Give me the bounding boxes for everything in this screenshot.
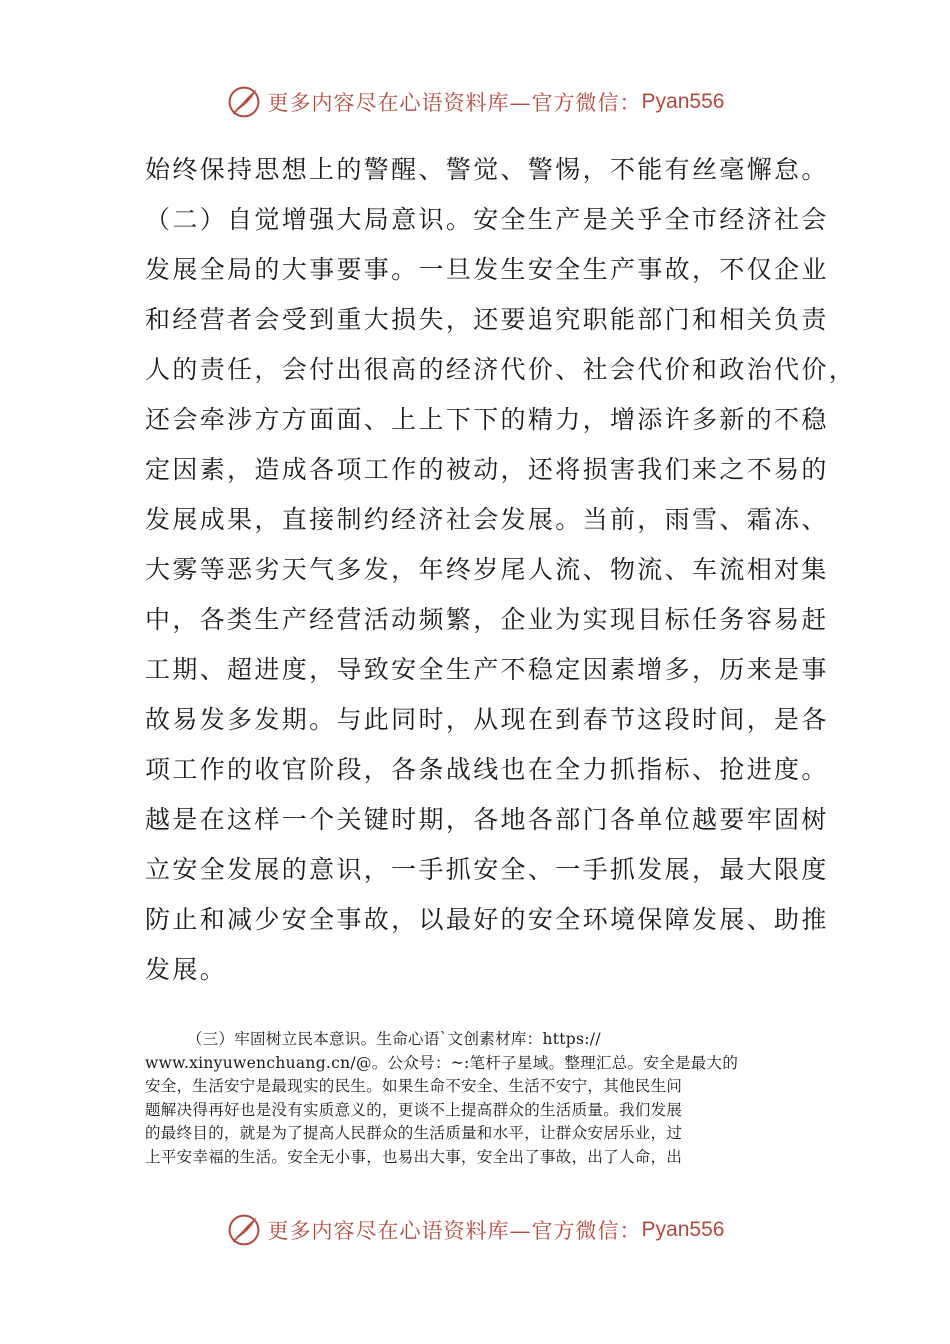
body-line: 和经营者会受到重大损失，还要追究职能部门和相关负责 <box>145 305 829 334</box>
small-line: （三）牢固树立民本意识。生命心语`文创素材库：https:// <box>145 1030 601 1048</box>
body-line: 大雾等恶劣天气多发，年终岁尾人流、物流、车流相对集 <box>145 555 829 584</box>
main-body-text <box>145 145 857 995</box>
body-line: 中，各类生产经营活动频繁，企业为实现目标任务容易赶 <box>145 605 829 634</box>
footer-banner <box>0 1210 950 1250</box>
body-line: 发展全局的大事要事。一旦发生安全生产事故，不仅企业 <box>145 255 829 284</box>
small-line: 上平安幸福的生活。安全无小事，也易出大事，安全出了事故，出了人命，出 <box>145 1147 683 1166</box>
body-line: 发展成果，直接制约经济社会发展。当前，雨雪、霜冻、 <box>145 505 829 534</box>
small-line: www.xinyuwenchuang.cn/@。公众号：~:笔杆子星域。整理汇总。安全是最大的 <box>145 1053 739 1072</box>
header-banner <box>0 82 950 122</box>
small-line: 题解决得再好也是没有实质意义的，更谈不上提高群众的生活质量。我们发展 <box>145 1100 683 1119</box>
body-line: 发展。 <box>145 955 228 984</box>
body-line: 防止和减少安全事故，以最好的安全环境保障发展、助推 <box>145 905 829 934</box>
header-banner-text: 更多内容尽在心语资料库—官方微信： <box>267 91 642 115</box>
body-line: 项工作的收官阶段，各条战线也在全力抓指标、抢进度。 <box>145 755 829 784</box>
body-line: 人的责任，会付出很高的经济代价、社会代价和政治代价， <box>145 355 857 384</box>
small-line: 的最终目的，就是为了提高人民群众的生活质量和水平，让群众安居乐业，过 <box>145 1124 683 1142</box>
footer-banner-handle: Pyan556 <box>641 1218 725 1241</box>
body-line: 越是在这样一个关键时期，各地各部门各单位越要牢固树 <box>145 805 829 834</box>
header-banner-handle: Pyan556 <box>641 90 725 113</box>
small-line: 安全，生活安宁是最现实的民生。如果生命不安全、生活不安宁，其他民生问 <box>145 1077 683 1095</box>
body-line: 始终保持思想上的警醒、警觉、警惕，不能有丝毫懈怠。 <box>145 155 829 184</box>
body-line: 立安全发展的意识，一手抓安全、一手抓发展，最大限度 <box>145 855 829 884</box>
body-line: 工期、超进度，导致安全生产不稳定因素增多，历来是事 <box>145 655 829 684</box>
body-line: （二）自觉增强大局意识。安全生产是关乎全市经济社会 <box>145 205 829 234</box>
body-line: 故易发多发期。与此同时，从现在到春节这段时间，是各 <box>145 705 829 734</box>
footer-banner-text: 更多内容尽在心语资料库—官方微信： <box>267 1219 642 1243</box>
feather-pen-icon <box>226 1212 262 1248</box>
body-line: 定因素，造成各项工作的被动，还将损害我们来之不易的 <box>145 455 829 484</box>
feather-pen-icon <box>226 84 262 120</box>
small-paragraph <box>145 1028 805 1169</box>
body-line: 还会牵涉方方面面、上上下下的精力，增添许多新的不稳 <box>145 405 829 434</box>
